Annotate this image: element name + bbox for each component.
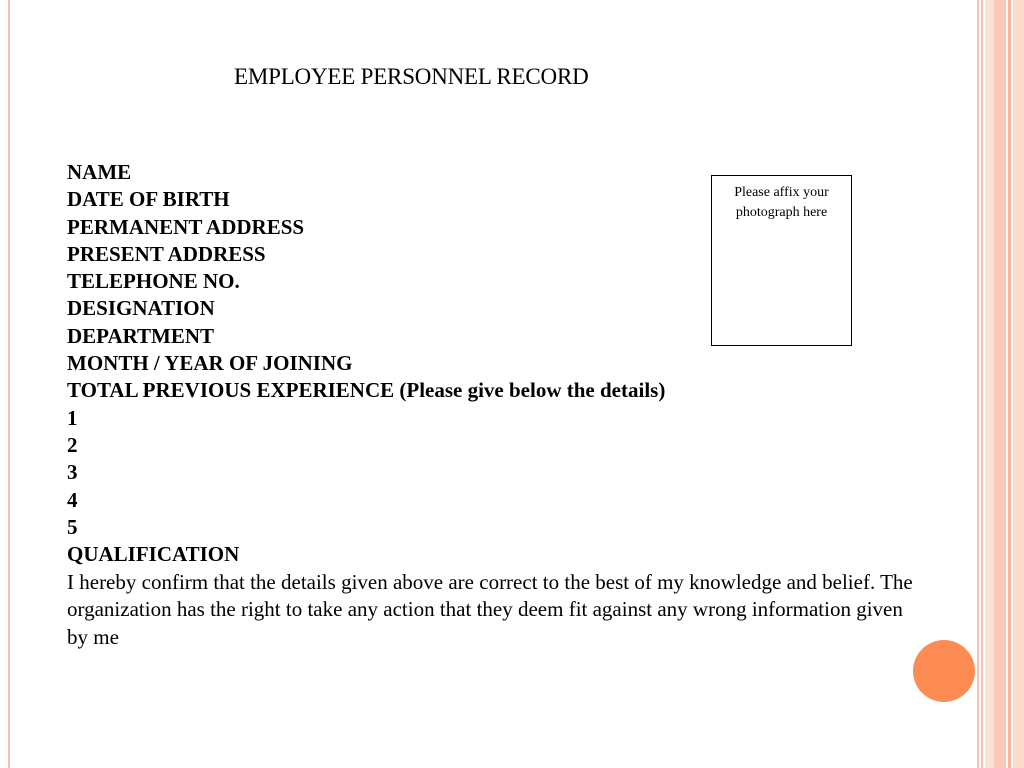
- field-label-previous-experience: TOTAL PREVIOUS EXPERIENCE (Please give below the details): [67, 378, 666, 403]
- field-label-department: DEPARTMENT: [67, 323, 215, 348]
- stripe: [985, 0, 994, 768]
- experience-item-5: 5: [67, 514, 78, 539]
- photo-placeholder-label: Please affix your photograph here: [734, 185, 829, 220]
- field-label-name: NAME: [67, 160, 132, 184]
- field-label-joining: MONTH / YEAR OF JOINING: [67, 351, 353, 376]
- field-label-qualification: QUALIFICATION: [67, 542, 240, 567]
- photo-placeholder-box: [711, 175, 852, 346]
- stripe: [1008, 0, 1011, 768]
- stripe: [1013, 0, 1024, 768]
- field-list: [67, 159, 665, 568]
- right-decorative-stripes: [977, 0, 1024, 768]
- field-label-present-address: PRESENT ADDRESS: [67, 241, 266, 266]
- experience-item-2: 2: [67, 432, 78, 457]
- left-border-line: [8, 0, 10, 768]
- stripe: [977, 0, 979, 768]
- page-title: EMPLOYEE PERSONNEL RECORD: [234, 64, 589, 89]
- stripe: [994, 0, 1006, 768]
- declaration-text: I hereby confirm that the details given above are correct to the best of my knowledge and belief. The organization has the right to take any action that they deem fit against any wrong information given by me: [67, 570, 913, 649]
- field-label-permanent-address: PERMANENT ADDRESS: [67, 214, 305, 239]
- experience-item-4: 4: [67, 487, 78, 512]
- experience-item-1: 1: [67, 405, 78, 430]
- field-label-telephone: TELEPHONE NO.: [67, 269, 240, 294]
- field-label-date-of-birth: DATE OF BIRTH: [67, 187, 230, 212]
- stripe: [981, 0, 983, 768]
- experience-item-3: 3: [67, 460, 78, 485]
- field-label-designation: DESIGNATION: [67, 296, 215, 321]
- decorative-orange-circle: [913, 640, 975, 702]
